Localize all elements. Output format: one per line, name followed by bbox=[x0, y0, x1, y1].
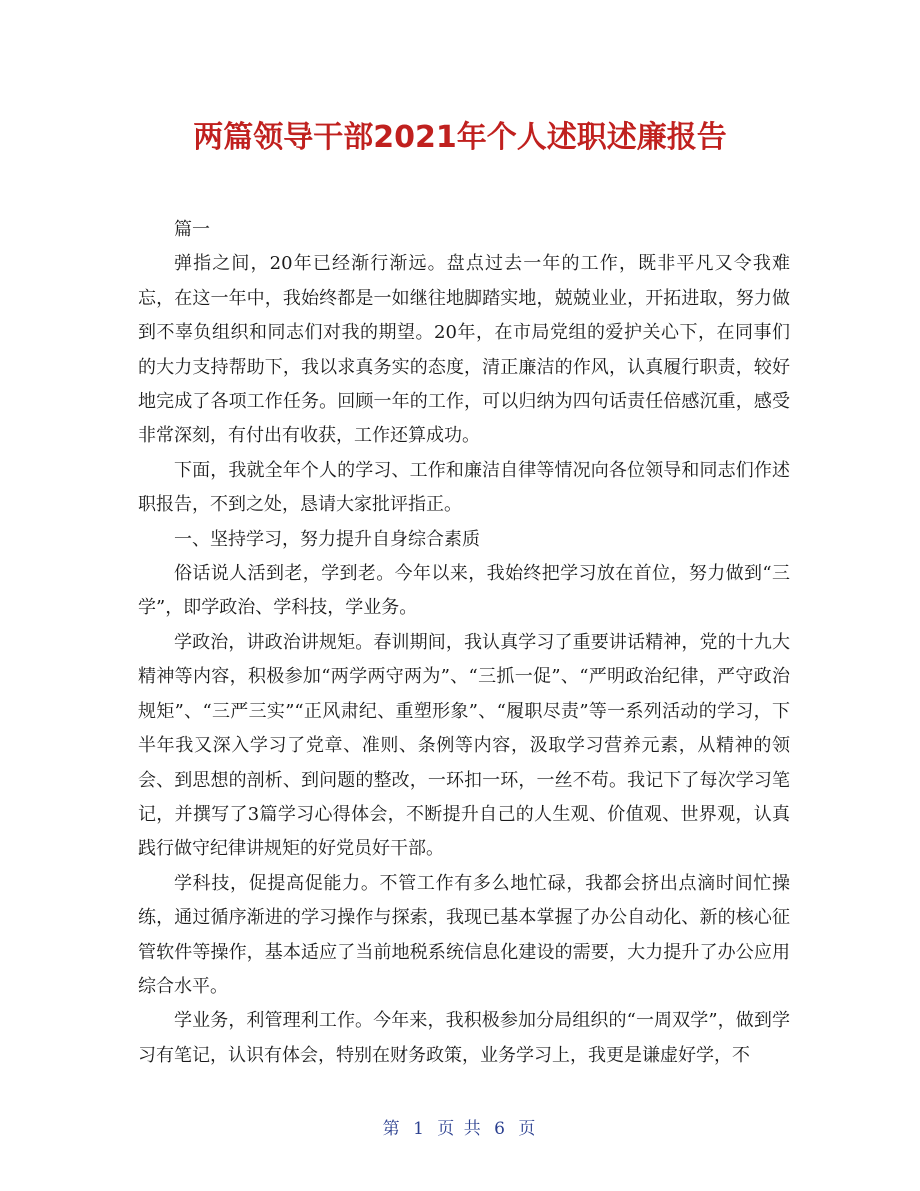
body-paragraph: 学科技，促提高促能力。不管工作有多么地忙碌，我都会挤出点滴时间忙操练，通过循序渐进的学习操作与探索，我现已基本掌握了办公自动化、新的核心征管软件等操作，基本适应了当前地税系统信息化建设的需要，大力提升了办公应用综合水平。 bbox=[138, 872, 790, 997]
footer-prefix: 第 bbox=[382, 1119, 402, 1139]
body-paragraph: 学政治，讲政治讲规矩。春训期间，我认真学习了重要讲话精神，党的十九大精神等内容，积极参加“两学两守两为”、“三抓一促”、“严明政治纪律，严守政治规矩”、“三严三实”“正风肃纪、重塑形象”、“履职尽责”等一系列活动的学习，下半年我又深入学习了党章、准则、条例等内容，汲取学习营养元素，从精神的领会、到思想的剖析、到问题的整改，一环扣一环，一丝不苟。我记下了每次学习笔记，并撰写了3篇学习心得体会，不断提升自己的人生观、价值观、世界观，认真践行做守纪律讲规矩的好党员好干部。 bbox=[138, 631, 790, 860]
body-paragraph: 学业务，利管理利工作。今年来，我积极参加分局组织的“一周双学”，做到学习有笔记，认识有体会，特别在财务政策，业务学习上，我更是谦虚好学，不 bbox=[138, 1010, 790, 1066]
section-heading: 一、坚持学习，努力提升自身综合素质 bbox=[174, 528, 480, 550]
section-label: 篇一 bbox=[174, 219, 210, 240]
body-paragraph: 下面，我就全年个人的学习、工作和廉洁自律等情况向各位领导和同志们作述职报告，不到之处，恳请大家批评指正。 bbox=[138, 459, 790, 516]
footer-page-number: 1 bbox=[413, 1119, 426, 1139]
page-footer bbox=[0, 1114, 920, 1139]
document-body bbox=[138, 213, 790, 1073]
footer-suffix: 页 bbox=[518, 1119, 538, 1139]
body-paragraph: 弹指之间，20年已经渐行渐远。盘点过去一年的工作，既非平凡又令我难忘，在这一年中，我始终都是一如继往地脚踏实地，兢兢业业，开拓进取，努力做到不辜负组织和同志们对我的期望。20年，在市局党组的爱护关心下，在同事们的大力支持帮助下，我以求真务实的态度，清正廉洁的作风，认真履行职责，较好地完成了各项工作任务。回顾一年的工作，可以归纳为四句话责任倍感沉重，感受非常深刻，有付出有收获，工作还算成功。 bbox=[138, 253, 790, 447]
footer-mid: 页 共 bbox=[437, 1119, 483, 1139]
footer-page-total: 6 bbox=[494, 1119, 507, 1139]
body-paragraph: 俗话说人活到老，学到老。今年以来，我始终把学习放在首位，努力做到“三学”，即学政治、学科技，学业务。 bbox=[138, 563, 790, 619]
document-title: 两篇领导干部2021年个人述职述廉报告 bbox=[193, 120, 727, 155]
